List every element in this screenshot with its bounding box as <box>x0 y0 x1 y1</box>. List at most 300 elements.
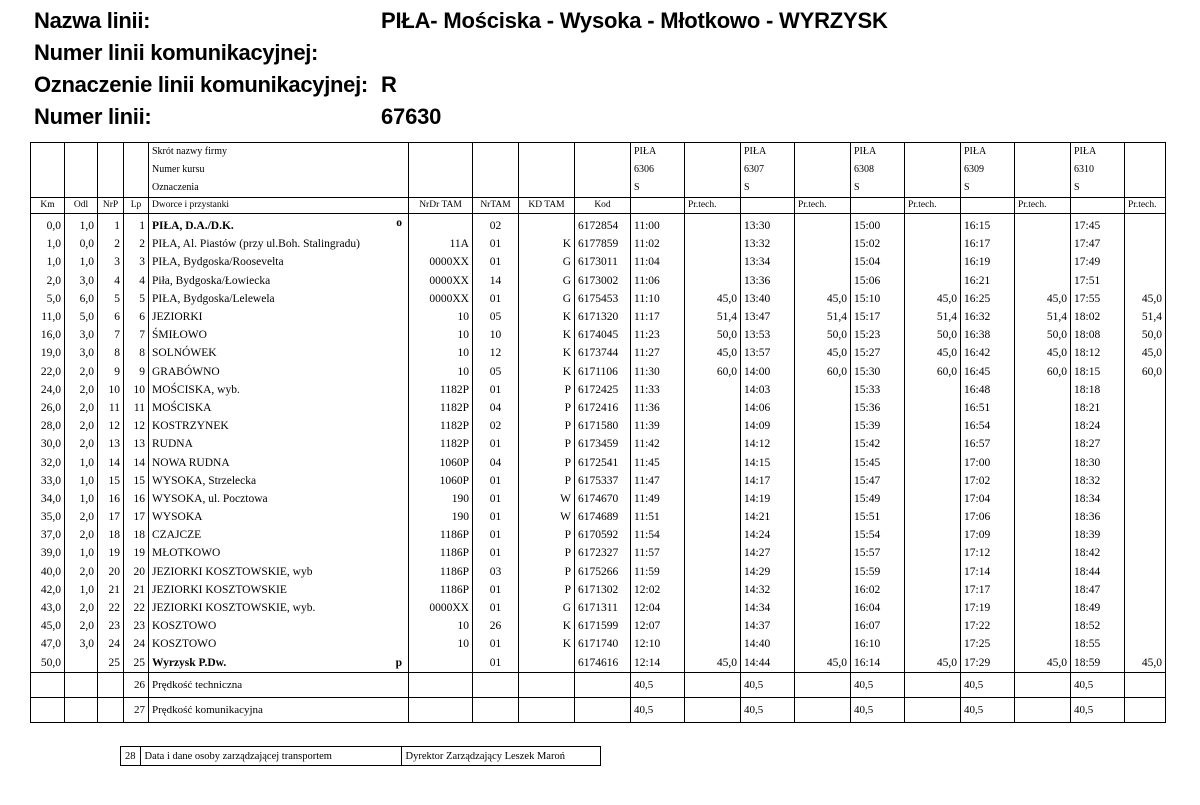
speed-cell <box>905 599 961 617</box>
time-cell: 17:00 <box>961 453 1015 471</box>
speed-cell <box>1015 563 1071 581</box>
odl-cell: 1,0 <box>65 544 98 562</box>
speed-cell <box>1125 490 1166 508</box>
stop-cell <box>149 508 409 526</box>
time-cell: 18:59 <box>1071 654 1125 673</box>
time-cell: 17:09 <box>961 526 1015 544</box>
km-cell: 42,0 <box>31 581 65 599</box>
nrp-cell: 11 <box>98 399 124 417</box>
stop-cell <box>149 399 409 417</box>
nrp-cell: 15 <box>98 472 124 490</box>
stop-name: PIŁA, Al. Piastów (przy ul.Boh. Stalingradu) <box>152 238 360 251</box>
column-header: Pr.tech. <box>685 198 741 214</box>
table-row <box>31 272 1166 290</box>
speed-cell: 60,0 <box>1125 363 1166 381</box>
header-row <box>31 179 1166 198</box>
time-cell: 12:04 <box>631 599 685 617</box>
kd-cell <box>519 214 575 236</box>
time-cell: 18:44 <box>1071 563 1125 581</box>
time-cell: 15:51 <box>851 508 905 526</box>
time-cell: 11:33 <box>631 381 685 399</box>
kod-cell: 6171580 <box>575 417 631 435</box>
stop-cell <box>149 290 409 308</box>
kod-cell: 6173002 <box>575 272 631 290</box>
time-cell: 11:54 <box>631 526 685 544</box>
speed-cell <box>1125 381 1166 399</box>
speed-cell <box>905 490 961 508</box>
header-blank-cell <box>905 179 961 198</box>
table-row <box>31 581 1166 599</box>
kd-cell: G <box>519 253 575 271</box>
time-cell: 14:00 <box>741 363 795 381</box>
time-cell: 17:25 <box>961 635 1015 653</box>
time-cell: 18:21 <box>1071 399 1125 417</box>
kd-cell: G <box>519 599 575 617</box>
speed-cell: 45,0 <box>1125 344 1166 362</box>
speed-cell <box>905 472 961 490</box>
time-cell: 13:32 <box>741 235 795 253</box>
course-firm: PIŁA <box>961 143 1015 162</box>
odl-cell: 1,0 <box>65 253 98 271</box>
speed-cell: 45,0 <box>685 654 741 673</box>
nrp-cell: 23 <box>98 617 124 635</box>
time-cell: 11:27 <box>631 344 685 362</box>
km-cell: 28,0 <box>31 417 65 435</box>
lp-cell: 8 <box>124 344 149 362</box>
speed-cell: 50,0 <box>685 326 741 344</box>
stop-name: GRABÓWNO <box>152 365 220 378</box>
column-header: NrDr TAM <box>409 198 473 214</box>
speed-cell <box>905 381 961 399</box>
speed-cell: 45,0 <box>795 290 851 308</box>
nrdr-cell: 1186P <box>409 544 473 562</box>
time-cell: 17:04 <box>961 490 1015 508</box>
summary-value: 40,5 <box>851 697 905 722</box>
speed-cell <box>1015 453 1071 471</box>
time-cell: 11:47 <box>631 472 685 490</box>
speed-cell: 45,0 <box>1015 654 1071 673</box>
speed-cell <box>905 435 961 453</box>
kod-cell: 6171740 <box>575 635 631 653</box>
kd-cell: P <box>519 526 575 544</box>
time-cell: 11:04 <box>631 253 685 271</box>
lp-cell: 25 <box>124 654 149 673</box>
time-cell: 11:10 <box>631 290 685 308</box>
column-header: Odl <box>65 198 98 214</box>
time-cell: 14:24 <box>741 526 795 544</box>
kod-cell: 6177859 <box>575 235 631 253</box>
header-blank-cell <box>519 161 575 179</box>
speed-cell <box>1015 599 1071 617</box>
kod-cell: 6175453 <box>575 290 631 308</box>
speed-cell <box>1125 544 1166 562</box>
stop-name: JEZIORKI KOSZTOWSKIE, wyb <box>152 565 313 578</box>
nrtam-cell: 02 <box>473 417 519 435</box>
kd-cell: W <box>519 490 575 508</box>
time-cell: 13:40 <box>741 290 795 308</box>
stop-cell <box>149 417 409 435</box>
speed-cell <box>795 581 851 599</box>
blank-cell <box>795 672 851 697</box>
blank-cell <box>98 697 124 722</box>
kd-cell: G <box>519 272 575 290</box>
stop-cell <box>149 235 409 253</box>
speed-cell <box>1015 490 1071 508</box>
header-blank-cell <box>65 179 98 198</box>
speed-cell <box>1125 435 1166 453</box>
line-name-value: PIŁA- Mościska - Wysoka - Młotkowo - WYRZYSK <box>381 8 888 33</box>
designation-value: R <box>381 72 397 97</box>
time-cell: 14:21 <box>741 508 795 526</box>
stop-cell <box>149 472 409 490</box>
kd-cell: W <box>519 508 575 526</box>
km-cell: 50,0 <box>31 654 65 673</box>
summary-label: Prędkość komunikacyjna <box>149 697 409 722</box>
odl-cell: 2,0 <box>65 363 98 381</box>
time-cell: 11:39 <box>631 417 685 435</box>
speed-cell <box>905 453 961 471</box>
nrdr-cell: 1060P <box>409 472 473 490</box>
course-mark: S <box>961 179 1015 198</box>
header-label: Oznaczenia <box>149 179 409 198</box>
blank-cell <box>409 672 473 697</box>
time-cell: 16:51 <box>961 399 1015 417</box>
speed-cell: 60,0 <box>685 363 741 381</box>
summary-value: 40,5 <box>961 672 1015 697</box>
kod-cell: 6171106 <box>575 363 631 381</box>
time-cell: 14:44 <box>741 654 795 673</box>
header-blank-cell <box>575 161 631 179</box>
speed-cell <box>685 581 741 599</box>
lp-cell: 22 <box>124 599 149 617</box>
time-cell: 11:57 <box>631 544 685 562</box>
speed-cell <box>1125 453 1166 471</box>
stop-name: WYSOKA, ul. Pocztowa <box>152 492 268 505</box>
lp-cell: 21 <box>124 581 149 599</box>
time-cell: 17:02 <box>961 472 1015 490</box>
blank-cell <box>905 672 961 697</box>
nrtam-cell: 01 <box>473 508 519 526</box>
nrtam-cell: 01 <box>473 599 519 617</box>
header-blank-cell <box>409 179 473 198</box>
km-cell: 33,0 <box>31 472 65 490</box>
header-blank-cell <box>473 161 519 179</box>
stop-cell <box>149 253 409 271</box>
odl-cell: 3,0 <box>65 635 98 653</box>
speed-cell <box>1125 417 1166 435</box>
stop-name: SOLNÓWEK <box>152 347 217 360</box>
speed-cell <box>905 563 961 581</box>
header-blank-cell <box>98 161 124 179</box>
odl-cell: 2,0 <box>65 563 98 581</box>
speed-cell <box>795 508 851 526</box>
kd-cell: K <box>519 344 575 362</box>
stop-name: Piła, Bydgoska/Łowiecka <box>152 274 271 287</box>
nrtam-cell: 01 <box>473 253 519 271</box>
nrdr-cell: 0000XX <box>409 599 473 617</box>
odl-cell: 2,0 <box>65 399 98 417</box>
timetable <box>30 142 1166 723</box>
summary-value: 40,5 <box>741 697 795 722</box>
kd-cell: K <box>519 326 575 344</box>
stop-name: MOŚCISKA, wyb. <box>152 383 240 396</box>
summary-row <box>31 672 1166 697</box>
speed-cell <box>1125 599 1166 617</box>
nrtam-cell: 01 <box>473 472 519 490</box>
nrtam-cell: 01 <box>473 654 519 673</box>
header-blank-cell <box>31 179 65 198</box>
time-cell: 11:30 <box>631 363 685 381</box>
column-header: Pr.tech. <box>1125 198 1166 214</box>
stop-cell <box>149 635 409 653</box>
speed-cell <box>795 526 851 544</box>
lp-cell: 15 <box>124 472 149 490</box>
stop-cell <box>149 526 409 544</box>
speed-cell <box>1125 617 1166 635</box>
time-cell: 14:40 <box>741 635 795 653</box>
nrp-cell: 10 <box>98 381 124 399</box>
time-cell: 11:45 <box>631 453 685 471</box>
speed-cell <box>1015 235 1071 253</box>
kd-cell: P <box>519 453 575 471</box>
blank-cell <box>1125 697 1166 722</box>
time-cell: 16:45 <box>961 363 1015 381</box>
time-cell: 14:03 <box>741 381 795 399</box>
time-cell: 15:59 <box>851 563 905 581</box>
time-cell: 16:19 <box>961 253 1015 271</box>
column-header: Kod <box>575 198 631 214</box>
kod-cell: 6170592 <box>575 526 631 544</box>
nrp-cell: 24 <box>98 635 124 653</box>
kd-cell: P <box>519 581 575 599</box>
header-blank-cell <box>905 143 961 162</box>
speed-cell: 45,0 <box>795 654 851 673</box>
nrp-cell: 8 <box>98 344 124 362</box>
kod-cell: 6171320 <box>575 308 631 326</box>
time-cell: 18:34 <box>1071 490 1125 508</box>
km-cell: 39,0 <box>31 544 65 562</box>
nrdr-cell <box>409 654 473 673</box>
speed-cell: 51,4 <box>905 308 961 326</box>
speed-cell <box>905 581 961 599</box>
time-cell: 17:55 <box>1071 290 1125 308</box>
time-cell: 11:06 <box>631 272 685 290</box>
nrtam-cell: 26 <box>473 617 519 635</box>
time-cell: 12:14 <box>631 654 685 673</box>
speed-cell <box>795 563 851 581</box>
stop-cell <box>149 272 409 290</box>
table-row <box>31 344 1166 362</box>
odl-cell: 6,0 <box>65 290 98 308</box>
blank-cell <box>685 672 741 697</box>
odl-cell: 2,0 <box>65 617 98 635</box>
nrdr-cell: 1182P <box>409 381 473 399</box>
speed-cell <box>905 526 961 544</box>
km-cell: 43,0 <box>31 599 65 617</box>
stop-cell <box>149 214 409 236</box>
time-cell: 15:17 <box>851 308 905 326</box>
course-number: 6308 <box>851 161 905 179</box>
nrtam-cell: 05 <box>473 363 519 381</box>
header-label: Skrót nazwy firmy <box>149 143 409 162</box>
time-cell: 15:27 <box>851 344 905 362</box>
speed-cell <box>795 235 851 253</box>
nrdr-cell: 0000XX <box>409 272 473 290</box>
stop-name: MOŚCISKA <box>152 401 212 414</box>
blank-cell <box>519 672 575 697</box>
time-cell: 12:10 <box>631 635 685 653</box>
stop-name: MŁOTKOWO <box>152 547 221 560</box>
stop-mark: o <box>396 217 402 229</box>
speed-cell <box>905 417 961 435</box>
km-cell: 37,0 <box>31 526 65 544</box>
lp-cell: 1 <box>124 214 149 236</box>
nrp-cell: 12 <box>98 417 124 435</box>
time-cell: 15:30 <box>851 363 905 381</box>
nrtam-cell: 04 <box>473 453 519 471</box>
kod-cell: 6171302 <box>575 581 631 599</box>
header-blank-cell <box>31 161 65 179</box>
nrp-cell: 2 <box>98 235 124 253</box>
time-cell: 14:27 <box>741 544 795 562</box>
nrtam-cell: 01 <box>473 490 519 508</box>
nrdr-cell: 1186P <box>409 563 473 581</box>
header-blank-cell <box>124 179 149 198</box>
table-row <box>31 563 1166 581</box>
nrtam-cell: 14 <box>473 272 519 290</box>
designation-label: Oznaczenie linii komunikacyjnej: <box>34 72 368 97</box>
odl-cell: 1,0 <box>65 472 98 490</box>
km-cell: 1,0 <box>31 253 65 271</box>
table-row <box>31 381 1166 399</box>
kod-cell: 6172425 <box>575 381 631 399</box>
course-mark: S <box>851 179 905 198</box>
summary-row <box>31 697 1166 722</box>
time-cell: 14:12 <box>741 435 795 453</box>
nrp-cell: 16 <box>98 490 124 508</box>
kd-cell: K <box>519 363 575 381</box>
kd-cell: K <box>519 235 575 253</box>
stop-cell <box>149 453 409 471</box>
speed-cell: 45,0 <box>905 654 961 673</box>
speed-cell <box>795 253 851 271</box>
speed-cell <box>1015 635 1071 653</box>
speed-cell <box>1015 272 1071 290</box>
speed-cell <box>795 453 851 471</box>
kod-cell: 6175266 <box>575 563 631 581</box>
speed-cell <box>905 617 961 635</box>
speed-cell <box>795 599 851 617</box>
summary-value: 40,5 <box>741 672 795 697</box>
stop-cell <box>149 363 409 381</box>
header-blank-cell <box>473 179 519 198</box>
nrdr-cell: 10 <box>409 308 473 326</box>
blank-cell <box>473 672 519 697</box>
table-row <box>31 453 1166 471</box>
speed-cell: 60,0 <box>795 363 851 381</box>
time-cell: 15:49 <box>851 490 905 508</box>
nrp-cell: 21 <box>98 581 124 599</box>
nrp-cell: 13 <box>98 435 124 453</box>
nrdr-cell: 190 <box>409 490 473 508</box>
time-cell: 18:42 <box>1071 544 1125 562</box>
km-cell: 47,0 <box>31 635 65 653</box>
table-row <box>31 544 1166 562</box>
time-cell: 18:49 <box>1071 599 1125 617</box>
stop-cell <box>149 563 409 581</box>
header-blank-cell <box>65 143 98 162</box>
time-cell: 18:55 <box>1071 635 1125 653</box>
time-cell: 16:17 <box>961 235 1015 253</box>
time-cell: 14:19 <box>741 490 795 508</box>
course-number: 6306 <box>631 161 685 179</box>
time-cell: 15:42 <box>851 435 905 453</box>
speed-cell: 45,0 <box>905 290 961 308</box>
nrtam-cell: 02 <box>473 214 519 236</box>
speed-cell <box>1015 617 1071 635</box>
line-name-label: Nazwa linii: <box>34 8 151 33</box>
column-header: NrP <box>98 198 124 214</box>
stop-name: PIŁA, Bydgoska/Lelewela <box>152 292 275 305</box>
lp-cell: 6 <box>124 308 149 326</box>
header-blank-cell <box>905 161 961 179</box>
summary-value: 40,5 <box>961 697 1015 722</box>
km-cell: 26,0 <box>31 399 65 417</box>
header-blank-cell <box>519 143 575 162</box>
speed-cell <box>795 381 851 399</box>
time-cell: 13:36 <box>741 272 795 290</box>
odl-cell: 2,0 <box>65 417 98 435</box>
column-header: Lp <box>124 198 149 214</box>
stop-name: WYSOKA <box>152 511 203 524</box>
odl-cell: 3,0 <box>65 344 98 362</box>
nrtam-cell: 12 <box>473 344 519 362</box>
column-header <box>961 198 1015 214</box>
table-row <box>31 235 1166 253</box>
course-mark: S <box>631 179 685 198</box>
time-cell: 14:06 <box>741 399 795 417</box>
nrp-cell: 1 <box>98 214 124 236</box>
speed-cell <box>1015 544 1071 562</box>
kd-cell: K <box>519 635 575 653</box>
table-row <box>31 363 1166 381</box>
speed-cell <box>905 544 961 562</box>
summary-value: 40,5 <box>631 697 685 722</box>
nrtam-cell: 01 <box>473 381 519 399</box>
speed-cell <box>1125 272 1166 290</box>
km-cell: 11,0 <box>31 308 65 326</box>
speed-cell <box>685 235 741 253</box>
speed-cell: 45,0 <box>905 344 961 362</box>
speed-cell <box>1015 472 1071 490</box>
nrtam-cell: 03 <box>473 563 519 581</box>
lp-cell: 11 <box>124 399 149 417</box>
nrdr-cell: 1186P <box>409 526 473 544</box>
time-cell: 15:54 <box>851 526 905 544</box>
manager-table <box>120 746 601 766</box>
summary-lp: 26 <box>124 672 149 697</box>
kod-cell: 6172416 <box>575 399 631 417</box>
nrtam-cell: 01 <box>473 435 519 453</box>
blank-cell <box>65 672 98 697</box>
column-header: Dworce i przystanki <box>149 198 409 214</box>
speed-cell <box>905 272 961 290</box>
time-cell: 14:17 <box>741 472 795 490</box>
nrdr-cell: 10 <box>409 326 473 344</box>
time-cell: 18:47 <box>1071 581 1125 599</box>
nrdr-cell: 11A <box>409 235 473 253</box>
nrdr-cell: 1186P <box>409 581 473 599</box>
